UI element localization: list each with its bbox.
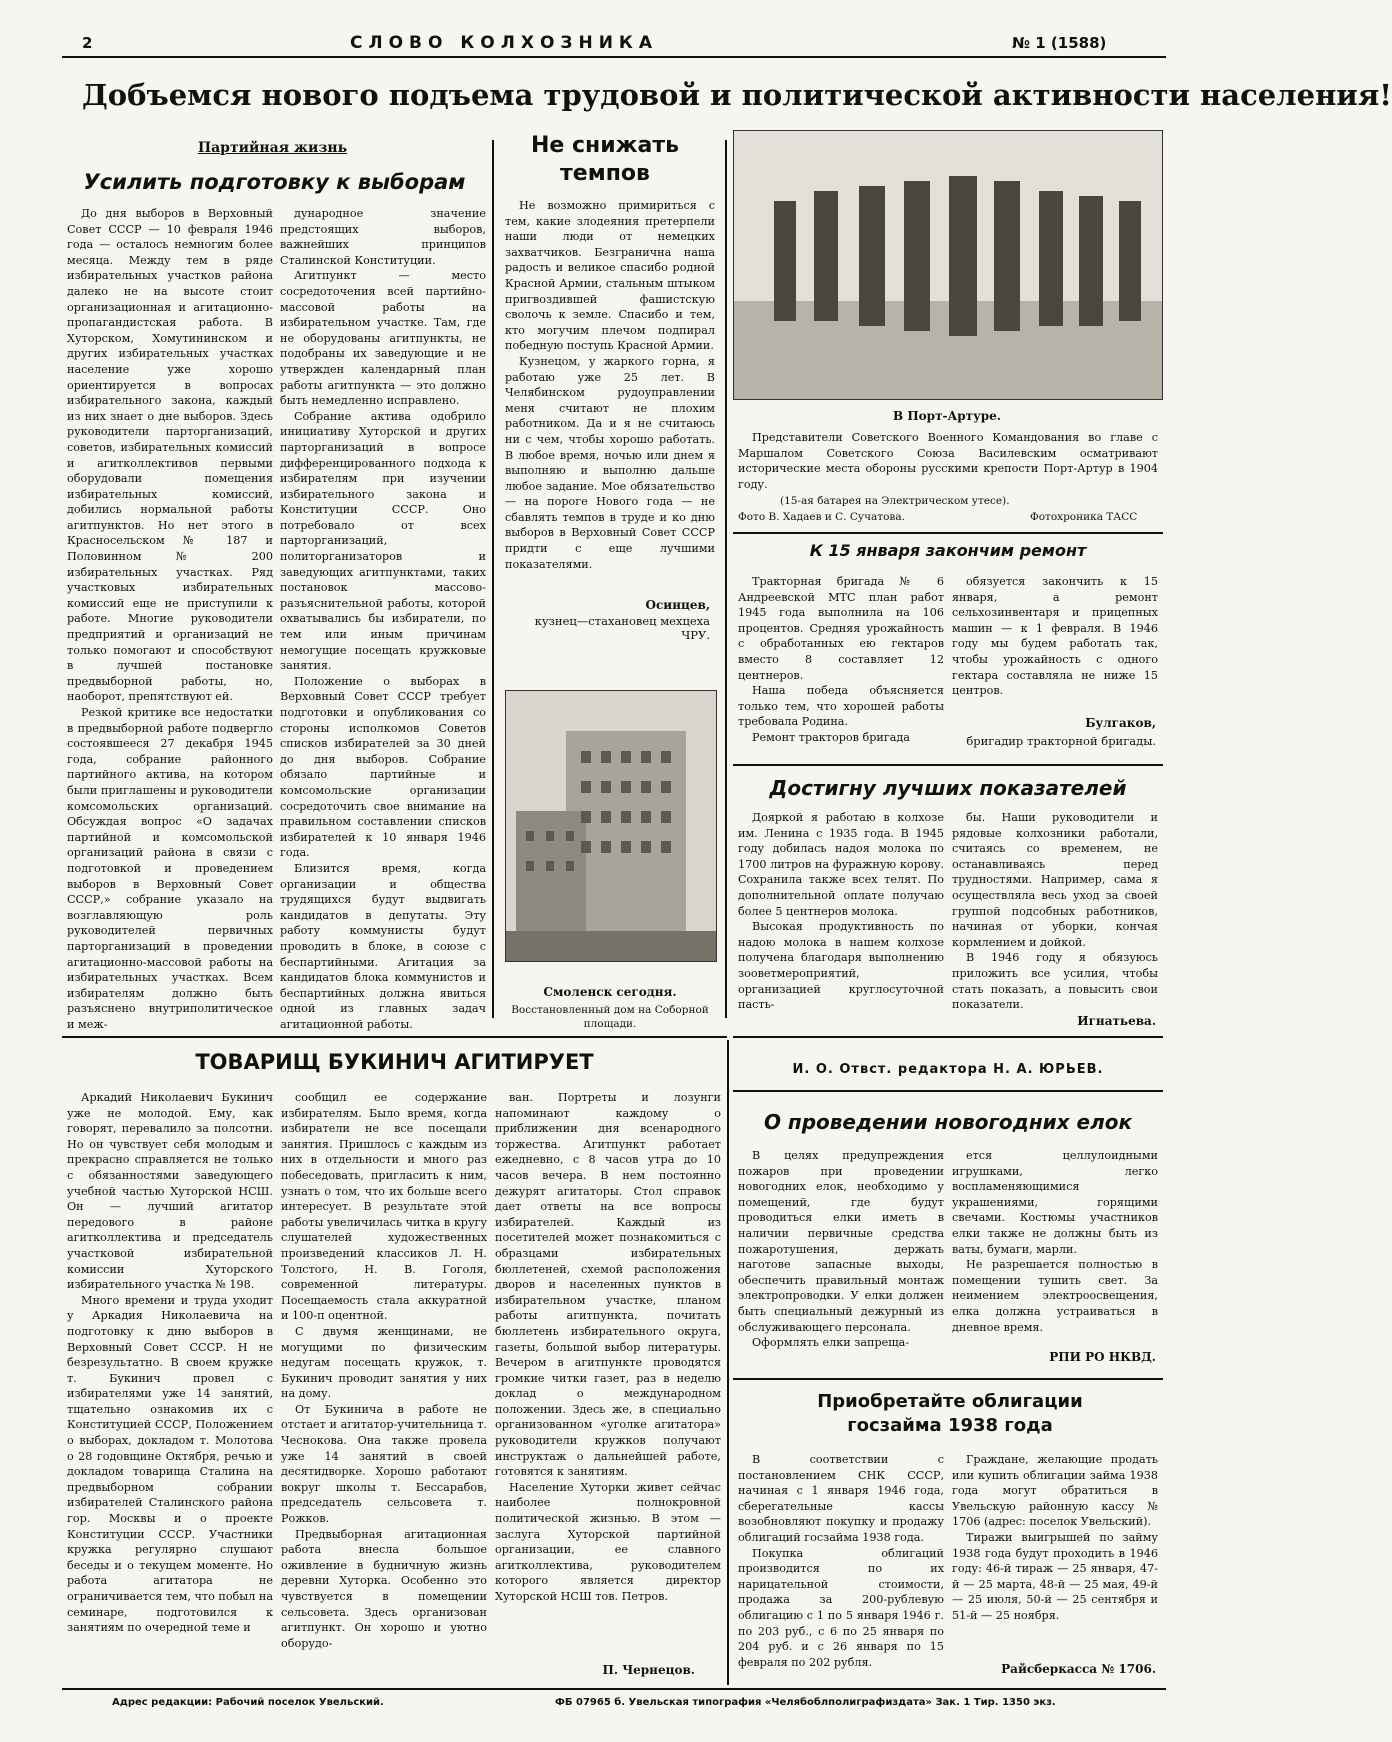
signature: П. Чернецов. [602, 1663, 695, 1677]
editor-line: И. О. Отвст. редактора Н. А. ЮРЬЕВ. [792, 1062, 1104, 1077]
article-text: Тиражи выигрышей по займу 1938 года будут проходить в 1946 году: 46-й тираж — 25 января, 47-й — 25 марта, 48-й — 25 мая, 49-й — 25 июля, 50-й — 25 сентября и 51-й — 25 ноября. [952, 1530, 1158, 1622]
article-text: Не разрешается полностью в помещении тушить свет. За неимением электроосвещения, елка должна устраиваться в дневное время. [952, 1258, 1158, 1334]
article-text: Граждане, желающие продать или купить облигации займа 1938 года могут обратиться в Увельскую районную кассу № 1706 (адрес: поселок Увельский). [952, 1453, 1158, 1529]
signature-role: бригадир тракторной бригады. [966, 734, 1156, 748]
footer-rule [62, 1688, 1166, 1690]
photo-subtext: (15-ая батарея на Электрическом утесе). [780, 495, 1010, 507]
signature: Осинцев, [645, 598, 710, 612]
article-text: ется целлулоидными игрушками, легко воспламеняющимися украшениями, горящими свечами. Костюмы участников елки также не должны быть из ваты, бумаги, марли. [952, 1149, 1158, 1256]
article-text: Оформлять елки запреща- [752, 1336, 910, 1350]
article-text: Ремонт тракторов бригада [752, 730, 910, 744]
column-rule [492, 140, 494, 1018]
section-rule [733, 1378, 1163, 1380]
newspaper-masthead: СЛОВО КОЛХОЗНИКА [350, 33, 658, 53]
photo-credit: Фото В. Хадаев и С. Сучатова. [738, 511, 905, 523]
photo-caption: В Порт-Артуре. [893, 409, 1001, 423]
article-text: От Букинича в работе не отстает и агитатор-учительница т. Чеснокова. Она также провела уже 14 занятий в своей десятидворке. Хорошо работают вокруг школы т. Бессарабов, председатель сельсовета т. Рожков. [281, 1402, 487, 1526]
article-text: Население Хуторки живет сейчас наиболее полнокровной политической жизнью. В этом — заслуга Хуторской партийной организации, ее славного агитколлектива, руководителем которого является директор Хуторской НСШ тов. Петров. [495, 1480, 721, 1603]
military-group-illustration [734, 131, 1162, 399]
article-column [280, 206, 486, 1031]
article-text: Не возможно примириться с тем, какие злодеяния претерпели наши люди от немецких захватчиков. Безгранична наша радость и великое спасибо родной Красной Армии, стальным штыком пригвоздившей фашистскую сволочь к земле. Спасибо и тем, кто могучим плечом подпирал победную поступь Красной Армии. [505, 199, 715, 353]
article-column [281, 1090, 487, 1685]
article-text: В соответствии с постановлением СНК СССР, начиная с 1 января 1946 года, сберегательные кассы возобновляют покупку и продажу облигаций госзайма 1938 года. [738, 1453, 944, 1544]
port-arthur-photo [733, 130, 1163, 400]
section-rule [733, 764, 1163, 766]
column-rule [725, 140, 727, 1018]
photo-text [738, 430, 1158, 492]
signature: Райсберкасса № 1706. [1001, 1662, 1156, 1676]
article-text: Собрание актива одобрило инициативу Хуторской и других парторганизаций в вопросе дифференцированного подхода к избирателям при изучении избирательного закона и Конституции СССР. Оно потребовало от всех парторганизаций, политорганизаторов и заведующих агитпунктами, таких постановок массово-разъяснительной работы, которой охватывались бы избиратели, по тем или иным причинам немогущие посещать кружковые занятия. [280, 409, 486, 673]
article-kicker: Партийная жизнь [197, 140, 348, 156]
article-text: Много времени и труда уходит у Аркадия Николаевича на подготовку к дню выборов в Верховный Совет СССР. Н не безрезультатно. В своем кружке т. Букинич провел с избирателями уже 14 занятий, тщательно ознакомив их с Конституцией СССР, Положением о выборах, докладом т. Молотова о 28 годовщине Октября, речью и докладом товарища Сталина на предвыборном собрании избирателей Сталинского района гор. Москвы и о проекте Конституции СССР. Участники кружка регулярно слушают беседы и о текущем моменте. Но работа агитатора не ограничивается тем, что побыл на семинаре, подготовился к занятиям по очередной теме и [67, 1293, 273, 1635]
article-column [738, 810, 944, 1030]
article-text: бы. Наши руководители и рядовые колхозники работали, считаясь со временем, не останавливаясь перед трудностями. Например, сама я осуществляла весь уход за своей группой подсобных работников, начиная от уборки, кончая кормлением и дойкой. [952, 811, 1158, 949]
article-headline: ТОВАРИЩ БУКИНИЧ АГИТИРУЕТ [195, 1050, 594, 1074]
page-number: 2 [82, 34, 93, 52]
article-headline: К 15 января закончим ремонт [809, 541, 1087, 560]
section-rule [733, 1090, 1163, 1092]
article-text: ван. Портреты и лозунги напоминают каждому о приближении дня всенародного торжества. Агитпункт работает ежедневно, с 8 часов утра до 10 часов вечера. В нем постоянно дежурят агитаторы. Стол справок дает ответы на все вопросы избирателей. Каждый из посетителей может познакомиться с образцами избирательных бюллетеней, схемой расположения дворов и населенных пунктов в избирательном участке, планом работы агитпункта, почитать бюллетень избирательного округа, газеты, большой выбор литературы. Вечером в агитпункте проводятся громкие читки газет, раз в неделю доклад о международном положении. Здесь же, в специально организованном «уголке агитатора» руководители кружков получают инструктаж о дальнейшей работе, готовятся к занятиям. [495, 1091, 721, 1479]
article-text: сообщил ее содержание избирателям. Было время, когда избиратели не все посещали занятия. Пришлось с каждым из них в отдельности и много раз побеседовать, пригласить к ним, узнать о том, что их больше всего интересует. В результате этой работы увеличилась читка в кругу слушателей художественных произведений классиков Л. Н. Толстого, Н. В. Гоголя, современной литературы. Посещаемость стала аккуратной и 100-п оцентной. [281, 1091, 487, 1323]
article-text: Высокая продуктивность по надою молока в нашем колхозе получена благодаря выполнению зооветмероприятий, организацией круглосуточной пасть- [738, 920, 944, 1012]
article-text: Дояркой я работаю в колхозе им. Ленина с 1935 года. В 1945 году добилась надоя молока по 1700 литров на фуражную корову. Сохранила также всех телят. По дополнительной оплате получаю более 5 центнеров молока. [738, 811, 944, 918]
article-text: Кузнецом, у жаркого горна, я работаю уже 25 лет. В Челябинском рудоуправлении меня считают не плохим работником. Да и я не считаюсь ни с чем, чтобы хорошо работать. В любое время, ночью или днем я выполняю и выполню дальше любое задание. Мое обязательство — на пороге Нового года — не сбавлять темпов в труде и ко дню выборов в Верховный Совет СССР придти с еще лучшими показателями. [505, 354, 715, 571]
article-headline: Усилить подготовку к выборам [83, 170, 466, 194]
article-column [67, 1090, 273, 1685]
issue-number: № 1 (1588) [1012, 34, 1107, 52]
article-text: обязуется закончить к 15 января, а ремонт сельхозинвентаря и прицепных машин — к 1 февраля. В 1946 году мы будем работать так, чтобы урожайность с одного гектара составляла не ниже 15 центров. [952, 575, 1158, 698]
article-text: Положение о выборах в Верховный Совет СССР требует подготовки и опубликования со стороны исполкомов Советов списков избирателей за 30 дней до дня выборов. Собрание обязало партийные и комсомольские организации сосредоточить свое внимание на правильном составлении списков избирателей к 10 января 1946 года. [280, 674, 486, 860]
article-text: В целях предупреждения пожаров при проведении новогодних елок, необходимо у помещений, где будут проводиться елки иметь в наличии первичные средства пожаротушения, держать наготове запасные выходы, обеспечить правильный монтаж электропроводки. У елки должен быть специальный дежурный из обслуживающего персонала. [738, 1149, 944, 1334]
section-rule [733, 532, 1163, 534]
header-rule [62, 56, 1166, 58]
signature: Булгаков, [1085, 716, 1156, 730]
article-headline: Не снижать темпов [530, 133, 680, 186]
article-text: С двумя женщинами, не могущими по физическим недугам посещать кружок, т. Букинич проводит занятия у них на дому. [281, 1324, 487, 1401]
signature: РПИ РО НКВД. [1049, 1350, 1156, 1364]
photo-subcaption: Восстановленный дом на Соборной площади. [511, 1004, 709, 1030]
section-rule [62, 1036, 727, 1038]
article-text: дународное значение предстоящих выборов, важнейших принципов Сталинской Конституции. [280, 207, 486, 267]
article-column [67, 206, 273, 1031]
article-text: Покупка облигаций производится по их нарицательной стоимости, продажа за 200-рублевую облигацию с 1 по 5 января 1946 г. по 203 руб., с 6 по 25 января по 204 руб. и с 26 января по 15 февраля по 202 рубля. [738, 1546, 944, 1669]
footer-printing: ФБ 07965 б. Увельская типография «Челябоблполиграфиздата» Зак. 1 Тир. 1350 экз. [555, 1697, 1056, 1708]
article-column [952, 810, 1158, 1010]
article-text: Резкой критике все недостатки в предвыборной работе подвергло состоявшееся 27 декабря 1945 года, собрание районного партийного актива, на котором были приглашены и руководители комсомольских организаций. Обсуждая вопрос «О задачах партийной и комсомольской организаций района в связи с подготовкой и проведением выборов в Верховный Совет СССР,» собрание указало на возглавляющую роль руководителей первичных парторганизаций в проведении агитационно-массовой работы на избирательных участках. Всем избирателям должно быть разъяснено внутриполитическое и меж- [67, 706, 273, 1031]
article-column [952, 1148, 1158, 1348]
article-column [495, 1090, 721, 1655]
article-column [738, 1148, 944, 1373]
article-text: Тракторная бригада № 6 Андреевской МТС план работ 1945 года выполнила на 106 процентов. Средняя урожайность с обработанных ею гектаров вместо 8 составляет 12 центнеров. [738, 575, 944, 682]
article-text: В 1946 году я обязуюсь приложить все усилия, чтобы стать показать, а повысить свои показатели. [952, 951, 1158, 1012]
footer-address: Адрес редакции: Рабочий поселок Увельский. [112, 1697, 384, 1708]
article-text: Аркадий Николаевич Букинич уже не молодой. Ему, как говорят, перевалило за полсотни. Но он чувствует себя молодым и прекрасно справляется не только с обязанностями заведующего учебной частью Хуторской НСШ. Он — лучший агитатор передового в районе агитколлектива и председатель участковой избирательной комиссии Хуторского избирательного участка № 198. [67, 1091, 273, 1292]
article-text: До дня выборов в Верховный Совет СССР — 10 февраля 1946 года — осталось немногим более месяца. Между тем в ряде избирательных участков района далеко не на высоте стоит организационная и агитационно-пропагандистская работа. В Хуторском, Хомутининском и других избирательных участках население уже хорошо ориентируется в вопросах избирательного закона, каждый из них знает о дне выборов. Здесь руководители парторганизаций, советов, избирательных комиссий и агитколлективов первыми оборудовали помещения избирательных комиссий, добились нормальной работы агитпунктов. Но нет этого в Красносельском № 187 и Половинном № 200 избирательных участках. Ряд участковых избирательных комиссий еще не приступили к работе. Многие руководители предприятий и организаций не только помогают и способствуют в лучшей постановке предвыборной работы, но, наоборот, препятствуют ей. [67, 207, 273, 704]
page-slogan: Добъемся нового подъема трудовой и политической активности населения! [82, 78, 1392, 112]
article-column [738, 574, 944, 760]
article-column [505, 198, 715, 628]
article-text: Близится время, когда организации и общества трудящихся будут выдвигать кандидатов в депутаты. Эту работу коммунисты будут проводить в блоке, в союзе с беспартийными. Агитация за кандидатов блока коммунистов и беспартийных должна явиться одной из главных задач агитационной работы. [280, 861, 486, 1031]
signature: Игнатьева. [1077, 1014, 1156, 1028]
building-illustration [506, 691, 716, 961]
column-rule [727, 1040, 729, 1685]
article-column [952, 574, 1158, 714]
smolensk-photo [505, 690, 717, 962]
article-text: Агитпункт — место сосредоточения всей партийно-массовой работы на избирательном участке. Там, где не оборудованы агитпункты, не подобраны их заведующие и не утвержден календарный план работы агитпункта — это должно быть немедленно исправлено. [280, 269, 486, 408]
section-rule [733, 1036, 1163, 1038]
article-text: Предвыборная агитационная работа внесла большое оживление в будничную жизнь деревни Хуторка. Особенно это чувствуется в помещении сельсовета. Здесь организован агитпункт. Он хорошо и уютно оборудо- [281, 1527, 487, 1650]
article-headline: Достигну лучших показателей [769, 776, 1127, 800]
photo-credit: Фотохроника ТАСС [1030, 511, 1138, 523]
article-headline: О проведении новогодних елок [763, 1110, 1133, 1134]
article-column [738, 1452, 944, 1682]
article-headline: Приобретайте облигации госзайма 1938 года [817, 1391, 1083, 1436]
article-text: Наша победа объясняется только тем, что хорошей работы требовала Родина. [738, 684, 944, 729]
photo-description: Представители Советского Военного Командования во главе с Маршалом Советского Союза Василевским осматривают исторические места обороны русскими крепости Порт-Артур в 1904 году. [738, 431, 1158, 491]
signature-role: кузнец—стахановец мехцеха ЧРУ. [534, 614, 710, 642]
article-column [952, 1452, 1158, 1657]
photo-caption: Смоленск сегодня. [543, 985, 677, 999]
